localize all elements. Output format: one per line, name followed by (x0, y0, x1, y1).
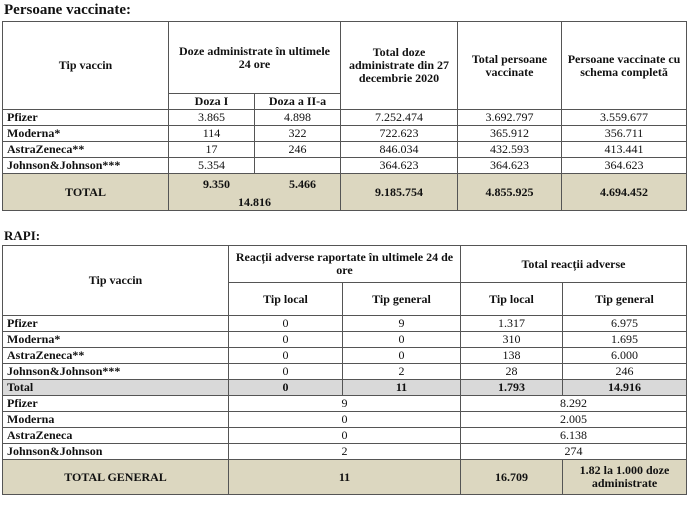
vaccine-name: Moderna* (3, 126, 169, 142)
general-total-total: 14.916 (563, 380, 687, 396)
total-row (3, 174, 687, 211)
header-total-reactii: Total reacții adverse (461, 246, 687, 283)
summary-row (3, 444, 687, 460)
general-24h-value: 0 (343, 332, 461, 348)
summary-row (3, 396, 687, 412)
vaccine-name: Pfizer (3, 110, 169, 126)
general-24h-value: 2 (343, 364, 461, 380)
doza-2-value (255, 158, 341, 174)
vaccine-name: AstraZeneca** (3, 142, 169, 158)
general-24h-value: 0 (343, 348, 461, 364)
header-doze-24h: Doze administrate în ultimele 24 ore (169, 22, 341, 94)
local-total-total: 1.793 (461, 380, 563, 396)
general-total-value: 6.000 (563, 348, 687, 364)
header-total-doze: Total doze administrate din 27 decembrie 2020 (341, 22, 458, 110)
total-doze-total: 9.185.754 (341, 174, 458, 211)
total-doze-value: 7.252.474 (341, 110, 458, 126)
reactii-total-value: 6.138 (461, 428, 687, 444)
grand-total-24h: 11 (229, 460, 461, 495)
local-total-value: 28 (461, 364, 563, 380)
local-total-value: 138 (461, 348, 563, 364)
header-tip-vaccin: Tip vaccin (3, 22, 169, 110)
total-row (3, 380, 687, 396)
local-24h-value: 0 (229, 364, 343, 380)
doza-1-value: 3.865 (169, 110, 255, 126)
grand-total-value: 16.709 (461, 460, 563, 495)
total-persoane-value: 364.623 (458, 158, 562, 174)
total-persoane-total: 4.855.925 (458, 174, 562, 211)
grand-total-row (3, 460, 687, 495)
doza-2-value: 4.898 (255, 110, 341, 126)
rapi-table (2, 245, 687, 495)
schema-value: 364.623 (562, 158, 687, 174)
header-schema-completa: Persoane vaccinate cu schema completă (562, 22, 687, 110)
doza-2-total: 5.466 (289, 177, 316, 191)
total-doze-value: 846.034 (341, 142, 458, 158)
schema-value: 356.711 (562, 126, 687, 142)
reactii-24h-value: 0 (229, 412, 461, 428)
vaccine-name: Moderna* (3, 332, 229, 348)
total-persoane-value: 3.692.797 (458, 110, 562, 126)
local-total-value: 1.317 (461, 316, 563, 332)
general-24h-value: 9 (343, 316, 461, 332)
header-tip-local-24h: Tip local (229, 283, 343, 316)
grand-total-rate: 1.82 la 1.000 doze administrate (563, 460, 687, 495)
local-24h-total: 0 (229, 380, 343, 396)
reactii-24h-value: 0 (229, 428, 461, 444)
vaccine-name: AstraZeneca (3, 428, 229, 444)
reactii-total-value: 2.005 (461, 412, 687, 428)
table-row (3, 332, 687, 348)
schema-value: 413.441 (562, 142, 687, 158)
doza-2-value: 246 (255, 142, 341, 158)
total-doze-value: 364.623 (341, 158, 458, 174)
doze-24h-sum: 14.816 (238, 195, 271, 209)
vaccine-name: Moderna (3, 412, 229, 428)
total-label: Total (3, 380, 229, 396)
total-persoane-value: 432.593 (458, 142, 562, 158)
doza-1-value: 5.354 (169, 158, 255, 174)
reactii-24h-value: 2 (229, 444, 461, 460)
header-tip-vaccin: Tip vaccin (3, 246, 229, 316)
local-24h-value: 0 (229, 332, 343, 348)
local-total-value: 310 (461, 332, 563, 348)
summary-row (3, 428, 687, 444)
table-row (3, 110, 687, 126)
total-doze-value: 722.623 (341, 126, 458, 142)
reactii-total-value: 8.292 (461, 396, 687, 412)
table-row (3, 126, 687, 142)
header-tip-general-24h: Tip general (343, 283, 461, 316)
vaccine-name: Johnson&Johnson*** (3, 364, 229, 380)
table-row (3, 348, 687, 364)
vaccine-name: AstraZeneca** (3, 348, 229, 364)
vaccinated-table (2, 21, 687, 211)
header-doza-2: Doza a II-a (255, 94, 341, 110)
doza-1-total: 9.350 (203, 177, 230, 191)
table-row (3, 364, 687, 380)
table-row (3, 158, 687, 174)
general-total-value: 6.975 (563, 316, 687, 332)
general-24h-total: 11 (343, 380, 461, 396)
doze-24h-total-cell (169, 174, 341, 211)
doza-1-value: 114 (169, 126, 255, 142)
total-persoane-value: 365.912 (458, 126, 562, 142)
grand-total-label: TOTAL GENERAL (3, 460, 229, 495)
vaccine-name: Pfizer (3, 316, 229, 332)
reactii-total-value: 274 (461, 444, 687, 460)
doza-1-value: 17 (169, 142, 255, 158)
reactii-24h-value: 9 (229, 396, 461, 412)
header-doza-1: Doza I (169, 94, 255, 110)
schema-value: 3.559.677 (562, 110, 687, 126)
table-row (3, 316, 687, 332)
general-total-value: 246 (563, 364, 687, 380)
local-24h-value: 0 (229, 316, 343, 332)
header-tip-local-total: Tip local (461, 283, 563, 316)
rapi-heading: RAPI: (4, 228, 41, 243)
vaccine-name: Pfizer (3, 396, 229, 412)
total-label: TOTAL (3, 174, 169, 211)
vaccine-name: Johnson&Johnson*** (3, 158, 169, 174)
vaccinated-heading: Persoane vaccinate: (4, 2, 132, 18)
summary-row (3, 412, 687, 428)
doza-2-value: 322 (255, 126, 341, 142)
header-total-persoane: Total persoane vaccinate (458, 22, 562, 110)
general-total-value: 1.695 (563, 332, 687, 348)
schema-total: 4.694.452 (562, 174, 687, 211)
table-row (3, 142, 687, 158)
header-reactii-24h: Reacții adverse raportate în ultimele 24 de ore (229, 246, 461, 283)
header-tip-general-total: Tip general (563, 283, 687, 316)
local-24h-value: 0 (229, 348, 343, 364)
vaccine-name: Johnson&Johnson (3, 444, 229, 460)
